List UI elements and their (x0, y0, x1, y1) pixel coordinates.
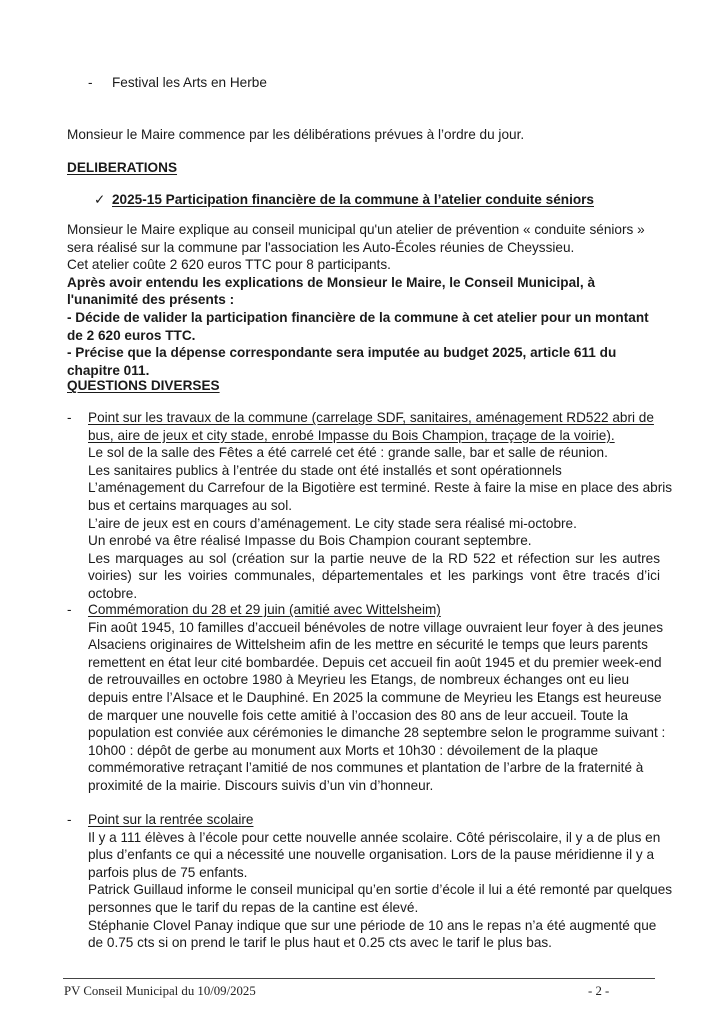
question-title-line: Point sur la rentrée scolaire (88, 812, 254, 827)
footer-divider (63, 978, 655, 979)
deliberation-decision-line: - Précise que la dépense correspondante sera imputée au budget 2025, article 611 du (67, 345, 617, 361)
deliberation-decision-line: de 2 620 euros TTC. (67, 327, 196, 343)
deliberation-title: 2025-15 Participation financière de la commune à l’atelier conduite séniors (112, 192, 594, 207)
question-body-line: bus et certains marquages au sol. (88, 497, 293, 513)
question-body-paragraph: Les marquages au sol (création sur la partie neuve de la RD 522 et réfection sur les autres voiries) sur les voiries communales, départementales et les parkings vont être tracés d’ici octobre. (88, 550, 660, 601)
question-body-line: plus d’enfants ce qui a nécessité une nouvelle organisation. Lors de la pause méridienne il y a (88, 847, 655, 863)
question-body-line: de retrouvailles en octobre 1980 à Meyrieu les Etangs, de nombreux échanges ont eu lieu (88, 672, 630, 688)
section-heading-deliberations: DELIBERATIONS (67, 160, 178, 175)
question-body-line: Alsaciens originaires de Wittelsheim afin de les mettre en sécurité le temps que leurs parents (88, 637, 648, 653)
question-item-rentree-scolaire (88, 811, 673, 952)
question-body-line: proximité de la mairie. Discours suivis d’un vin d’honneur. (88, 777, 434, 793)
intro-list-item: Festival les Arts en Herbe (112, 75, 267, 90)
deliberation-decision-line: - Décide de valider la participation financière de la commune à cet atelier pour un montant (67, 309, 649, 325)
intro-sentence: Monsieur le Maire commence par les délibérations prévues à l’ordre du jour. (67, 127, 525, 142)
question-bullet: - (67, 812, 72, 827)
question-title-line: bus, aire de jeux et city stade, enrobé Impasse du Bois Champion, traçage de la voirie). (88, 427, 615, 443)
deliberation-body-line: sera réalisé sur la commune par l'association les Auto-Écoles réunies de Cheyssieu. (67, 239, 575, 255)
question-bullet: - (67, 410, 72, 425)
question-body-line: depuis entre l’Alsace et le Dauphiné. En 2025 la commune de Meyrieu les Etangs est heureuse (88, 689, 662, 705)
deliberation-body (67, 221, 649, 379)
question-body-line: Fin août 1945, 10 familles d’accueil bénévoles de notre village ouvraient leur foyer à des jeunes (88, 619, 664, 635)
deliberation-body-line: Cet atelier coûte 2 620 euros TTC pour 8 participants. (67, 257, 391, 273)
intro-bullet: - (88, 75, 93, 90)
question-body-line: Les sanitaires publics à l’entrée du stade ont été installés et sont opérationnels (88, 462, 562, 478)
footer-title: PV Conseil Municipal du 10/09/2025 (64, 984, 256, 998)
question-body-line: personnes que le tarif du repas de la cantine est élevé. (88, 899, 419, 915)
question-body-line: Patrick Guillaud informe le conseil municipal qu’en sortie d’école il lui a été remonté par quelques (88, 882, 673, 898)
question-body-line: remettent en état leur cité bombardée. Depuis cet accueil fin août 1945 et du premier week-end (88, 654, 662, 670)
question-item-travaux (88, 409, 673, 603)
question-title-line: Commémoration du 28 et 29 juin (amitié avec Wittelsheim) (88, 602, 441, 617)
section-heading-questions-diverses: QUESTIONS DIVERSES (67, 378, 220, 393)
question-body-line: parfois plus de 75 enfants. (88, 864, 248, 880)
question-body-line: L’aire de jeux est en cours d’aménagement. Le city stade sera réalisé mi-octobre. (88, 515, 577, 531)
question-body-line: Il y a 111 élèves à l’école pour cette nouvelle année scolaire. Côté périscolaire, il y a de plus en (88, 829, 661, 845)
question-body-line: de marquer une nouvelle fois cette amitié à l’occasion des 80 ans de leur accueil. Toute la (88, 707, 629, 723)
question-body-line: Stéphanie Clovel Panay indique que sur une période de 10 ans le repas n’a été augmenté que (88, 917, 657, 933)
check-icon: ✓ (94, 192, 106, 207)
page-number: - 2 - (588, 984, 610, 998)
question-body-line: population est conviée aux cérémonies le dimanche 28 septembre selon le programme suivant : (88, 725, 666, 741)
deliberation-decision-line: Après avoir entendu les explications de Monsieur le Maire, le Conseil Municipal, à (67, 274, 596, 290)
question-body-line: Un enrobé va être réalisé Impasse du Bois Champion courant septembre. (88, 533, 532, 549)
question-item-commemoration (88, 601, 666, 795)
question-body-line: 10h00 : dépôt de gerbe au monument aux Morts et 10h30 : dévoilement de la plaque (88, 742, 599, 758)
deliberation-body-line: Monsieur le Maire explique au conseil municipal qu'un atelier de prévention « conduite séniors » (67, 222, 645, 237)
deliberation-decision-line: l'unanimité des présents : (67, 292, 235, 308)
question-body-line: Le sol de la salle des Fêtes a été carrelé cet été : grande salle, bar et salle de réunion. (88, 445, 608, 461)
question-body-line: L’aménagement du Carrefour de la Bigotière est terminé. Reste à faire la mise en place des abris (88, 480, 673, 496)
question-body-line: de 0.75 cts si on prend le tarif le plus haut et 0.25 cts avec le tarif le plus bas. (88, 935, 552, 951)
question-title-line: Point sur les travaux de la commune (carrelage SDF, sanitaires, aménagement RD522 abri de (88, 410, 654, 425)
question-bullet: - (67, 602, 72, 617)
deliberation-decision-line: chapitre 011. (67, 362, 150, 378)
question-body-line: commémorative retraçant l’amitié de nos communes et plantation de l’arbre de la fraternité à (88, 760, 644, 776)
